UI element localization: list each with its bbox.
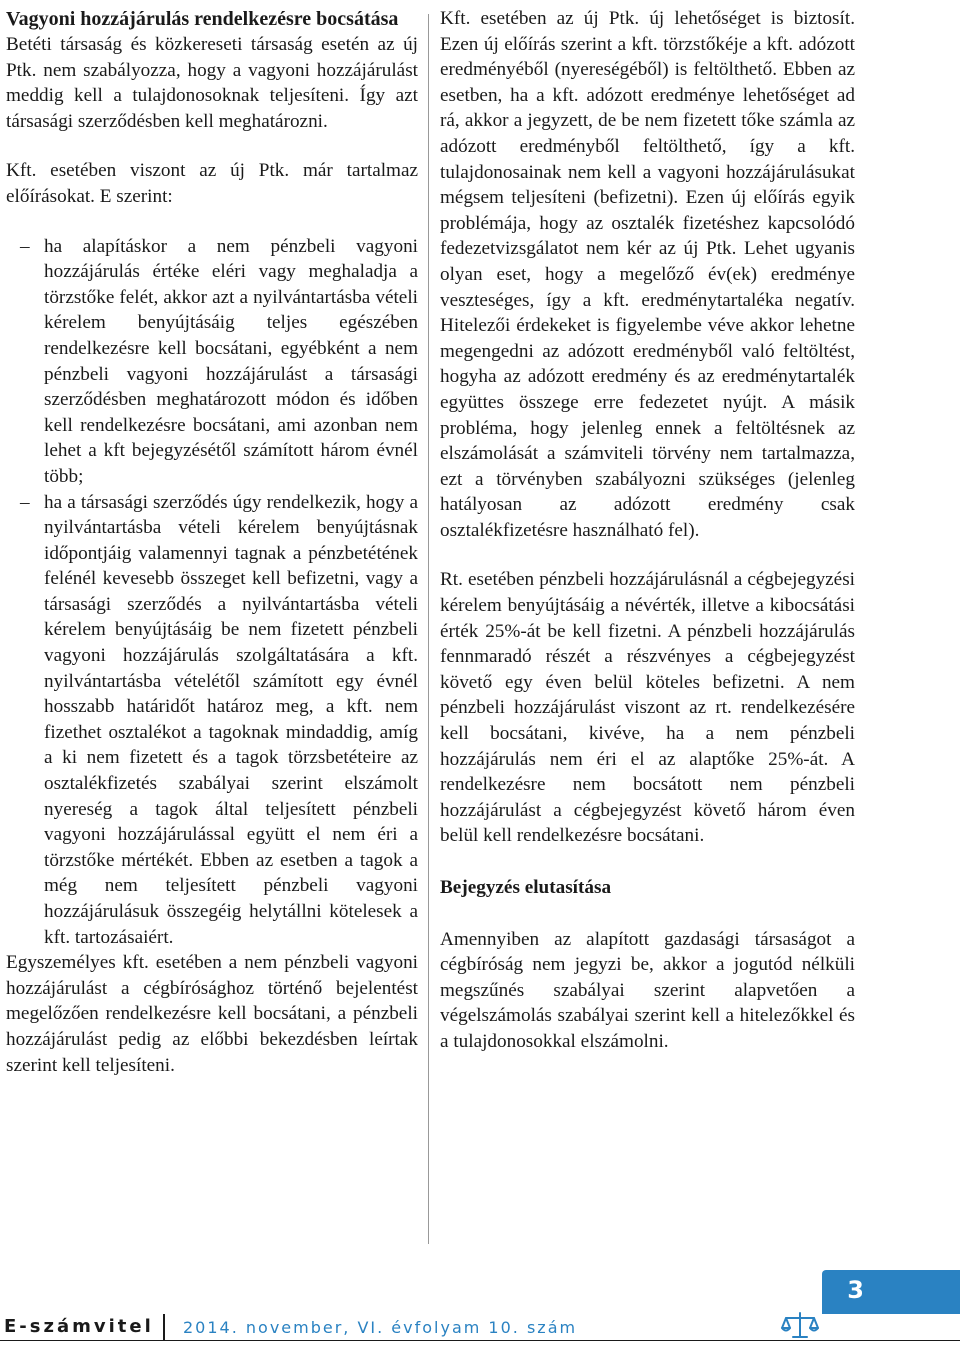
bullet-list — [6, 234, 418, 951]
paragraph: Kft. esetében viszont az új Ptk. már tartalmaz előírásokat. E szerint: — [6, 160, 418, 207]
list-item-text: ha a társasági szerződés úgy rendelkezik, hogy a nyilvántartásba vételi kérelem benyújtásnak időpontjáig valamennyi tagnak a pénzbetétének felénél kevesebb összeget kell befizetni, vagy a társasági szerződés a nyilvántartásba vételi kérelem benyújtásáig be nem fizetett pénzbeli vagyoni hozzájárulás szolgáltatására a kft. nyilvántartásba vételétől számított egy évnél hosszabb határidőt határoz meg, a kft. nem fizethet osztalékot a tagoknak mindaddig, amíg a ki nem fizetett és a tagok törzsbetéteire az osztalékfizetés szabályai szerint elszámolt nyereség a tagok által teljesített pénzbeli vagyoni hozzájárulással együtt el nem éri a törzstőke mértékét. Ebben az esetben a tagok a még nem teljesített pénzbeli vagyoni hozzájárulásuk összegéig helytállni kötelesek a kft. tartozásaiért. — [44, 491, 418, 948]
magazine-name: E-számvitel — [4, 1316, 154, 1337]
section-title: Vagyoni hozzájárulás rendelkezésre bocsátása — [6, 8, 399, 30]
page-footer — [0, 1270, 960, 1358]
list-item — [6, 490, 418, 951]
paragraph: Egyszemélyes kft. esetében a nem pénzbeli vagyoni hozzájárulást a cégbírósághoz történő bejelentést megelőzően rendelkezésre kell bocsátani, a pénzbeli hozzájárulást pedig az előbbi bekezdésben leírtak szerint kell teljesíteni. — [6, 952, 418, 1076]
paragraph: Amennyiben az alapított gazdasági társaságot a cégbíróság nem jegyzi be, akkor a jogutód nélküli megszűnés szabályai szerint alapvetően a végelszámolás szabályai szerint kell a hitelezőkkel és a tulajdonosokkal elszámolni. — [440, 928, 855, 1052]
footer-separator — [163, 1314, 165, 1340]
footer-rule — [0, 1340, 960, 1341]
list-item-text: ha alapításkor a nem pénzbeli vagyoni hozzájárulás értéke eléri vagy meghaladja a törzstőke felét, akkor azt a nyilvántartásba vételi kérelem benyújtásáig teljes egészében rendelkezésre kell bocsátani, egyébként a nem pénzbeli vagyoni hozzájárulást a társasági szerződésben meghatározott módon és időben kell rendelkezésre bocsátani, ami azonban nem lehet a kft bejegyzésétől számított három évnél több; — [44, 235, 418, 487]
paragraph: Betéti társaság és közkereseti társaság esetén az új Ptk. nem szabályozza, hogy a vagyoni hozzájárulást meddig kell a tulajdonosoknak teljesíteni. Így azt társasági szerződésben kell meghatározni. — [6, 34, 418, 132]
list-item — [6, 234, 418, 490]
issue-info: 2014. november, VI. évfolyam 10. szám — [183, 1318, 578, 1337]
page-number-tab — [822, 1270, 960, 1314]
right-column — [440, 6, 855, 1055]
dash-bullet: – — [20, 235, 30, 257]
dash-bullet: – — [20, 491, 30, 513]
section-heading: Bejegyzés elutasítása — [440, 877, 612, 898]
paragraph: Kft. esetében az új Ptk. új lehetőséget is biztosít. Ezen új előírás szerint a kft. törzstőkéje a kft. adózott eredményéből (nyereségéből) is feltölthető. Ebben az esetben, ha a kft. adózott eredménye lehetőséget ad rá, akkor a jegyzett, de be nem fizetett tőke számla az adózott eredményből feltölthető, így a kft. tulajdonosainak nem kell a vagyoni hozzájárulásukat mégsem teljesíteni (befizetni). Ezen új előírás egyik problémája, hogy az osztalék fizetéshez kapcsolódó fedezetvizsgálatot nem kér az új Ptk. Lehet ugyanis olyan eset, hogy a megelőző év(ek) eredménye veszteséges, így a kft. eredménytartaléka negatív. Hitelezői érdekeket is figyelembe véve akkor lehetne megengedni az adózott eredményből való feltöltést, hogyha az adózott eredmény és az eredménytartalék együttes összege erre fedezetet nyújt. A másik probléma, hogy jelenleg ennek a feltöltésnek az elszámolását a számviteli törvény nem tartalmazza, ezt a törvényben szabályozni szükséges (jelenleg hatályosan az adózott eredmény csak osztalékfizetésre használható fel). — [440, 8, 855, 541]
paragraph: Rt. esetében pénzbeli hozzájárulásnál a cégbejegyzési kérelem benyújtásáig a névérték, illetve a kibocsátási érték 25%-át be kell fizetni. A pénzbeli hozzájárulás fennmaradó részét a részvényes a cégbejegyzést követő egy éven belül köteles befizetni. A nem pénzbeli hozzájárulást viszont az rt. rendelkezésére kell bocsátani, kivéve, ha a nem pénzbeli hozzájárulás nem éri el az alaptőke 25%-át. A rendelkezésre nem bocsátott nem pénzbeli hozzájárulást a cégbejegyzést követő három éven belül kell rendelkezésre bocsátani. — [440, 569, 855, 847]
column-divider — [428, 14, 429, 1244]
page-number: 3 — [847, 1276, 864, 1304]
left-column — [6, 6, 418, 1078]
scales-of-justice-icon — [780, 1310, 820, 1340]
